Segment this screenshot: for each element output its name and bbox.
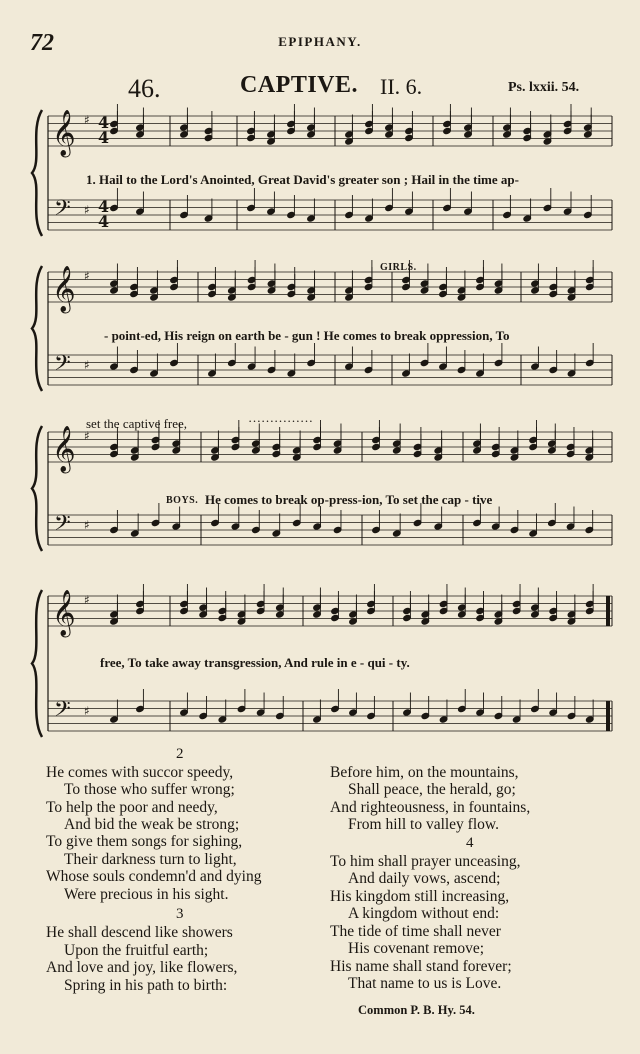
verse-number-2: 2 xyxy=(176,746,184,762)
verse-line: Whose souls condemn'd and dying xyxy=(46,868,262,885)
sharp-sign: ♯ xyxy=(84,358,90,372)
verse-line: Spring in his path to birth: xyxy=(64,977,228,994)
sharp-sign: ♯ xyxy=(84,269,90,283)
system4-lyric: free, To take away transgression, And rule in e - qui - ty. xyxy=(100,655,410,670)
verse-line: And righteousness, in fountains, xyxy=(330,799,531,816)
bass-clef: 𝄢 xyxy=(54,511,71,541)
verse-line: From hill to valley flow. xyxy=(348,816,499,833)
meter: II. 6. xyxy=(380,74,423,99)
system-brace xyxy=(32,266,42,391)
verse-line: To give them songs for sighing, xyxy=(46,833,243,850)
verse-line: Shall peace, the herald, go; xyxy=(348,781,516,798)
verse-line: And daily vows, ascend; xyxy=(348,870,501,887)
treble-clef: 𝄞 xyxy=(52,110,76,156)
system2-lyric: - point-ed, His reign on earth be - gun ! He comes to break oppression, To xyxy=(104,328,510,343)
system-brace xyxy=(32,110,42,236)
time-signature: 4 xyxy=(98,197,110,216)
verse-line: The tide of time shall never xyxy=(330,923,501,940)
bass-clef: 𝄢 xyxy=(54,351,71,381)
sharp-sign: ♯ xyxy=(84,518,90,532)
verse-number-4: 4 xyxy=(466,835,474,851)
verse-line: And love and joy, like flowers, xyxy=(46,959,238,976)
page-number: 72 xyxy=(30,30,54,56)
time-signature: 4 xyxy=(98,212,110,231)
scripture-reference: Ps. lxxii. 54. xyxy=(508,80,580,95)
verse-line: And bid the weak be strong; xyxy=(64,816,240,833)
bass-clef: 𝄢 xyxy=(54,697,71,727)
sharp-sign: ♯ xyxy=(84,429,90,443)
verse-line: His name shall stand forever; xyxy=(330,958,512,975)
sharp-sign: ♯ xyxy=(84,203,90,217)
system3-lyric: He comes to break op-press-ion, To set the cap - tive xyxy=(205,492,493,507)
bass-clef: 𝄢 xyxy=(54,196,71,226)
girls-label: GIRLS. xyxy=(380,262,417,273)
verse-line: Were precious in his sight. xyxy=(64,886,229,903)
verse-line: To help the poor and needy, xyxy=(46,799,218,816)
system-brace xyxy=(32,426,42,551)
system3-upper-lyric: set the captive free, xyxy=(86,416,188,431)
verse-line: A kingdom without end: xyxy=(348,905,500,922)
time-signature: 4 xyxy=(98,113,110,132)
treble-clef: 𝄞 xyxy=(52,590,76,636)
system1-lyric: 1. Hail to the Lord's Anointed, Great David's greater son ; Hail in the time ap- xyxy=(86,172,519,187)
verse-line: His covenant remove; xyxy=(348,940,485,957)
verse-number-3: 3 xyxy=(176,906,184,922)
verse-line: To him shall prayer unceasing, xyxy=(330,853,521,870)
source-credit: Common P. B. Hy. 54. xyxy=(358,1003,475,1017)
boys-label: BOYS. xyxy=(166,495,199,506)
sharp-sign: ♯ xyxy=(84,593,90,607)
system-brace xyxy=(32,590,42,737)
final-barline xyxy=(606,701,610,731)
time-signature: 4 xyxy=(98,128,110,147)
verse-line: Their darkness turn to light, xyxy=(64,851,237,868)
tune-name: CAPTIVE. xyxy=(240,72,359,98)
verse-line: Before him, on the mountains, xyxy=(330,764,519,781)
treble-clef: 𝄞 xyxy=(52,426,76,472)
sharp-sign: ♯ xyxy=(84,704,90,718)
verse-line: Upon the fruitful earth; xyxy=(64,942,209,959)
verse-line: His kingdom still increasing, xyxy=(330,888,510,905)
running-head: EPIPHANY. xyxy=(278,34,362,49)
system3-dots: …………… xyxy=(248,410,313,425)
hymn-number: 46. xyxy=(128,74,161,103)
verse-line: To those who suffer wrong; xyxy=(64,781,235,798)
verse-line: He comes with succor speedy, xyxy=(46,764,234,781)
verse-line: He shall descend like showers xyxy=(46,924,233,941)
final-barline xyxy=(606,596,610,626)
verse-line: That name to us is Love. xyxy=(348,975,502,992)
treble-clef: 𝄞 xyxy=(52,266,76,312)
sharp-sign: ♯ xyxy=(84,113,90,127)
